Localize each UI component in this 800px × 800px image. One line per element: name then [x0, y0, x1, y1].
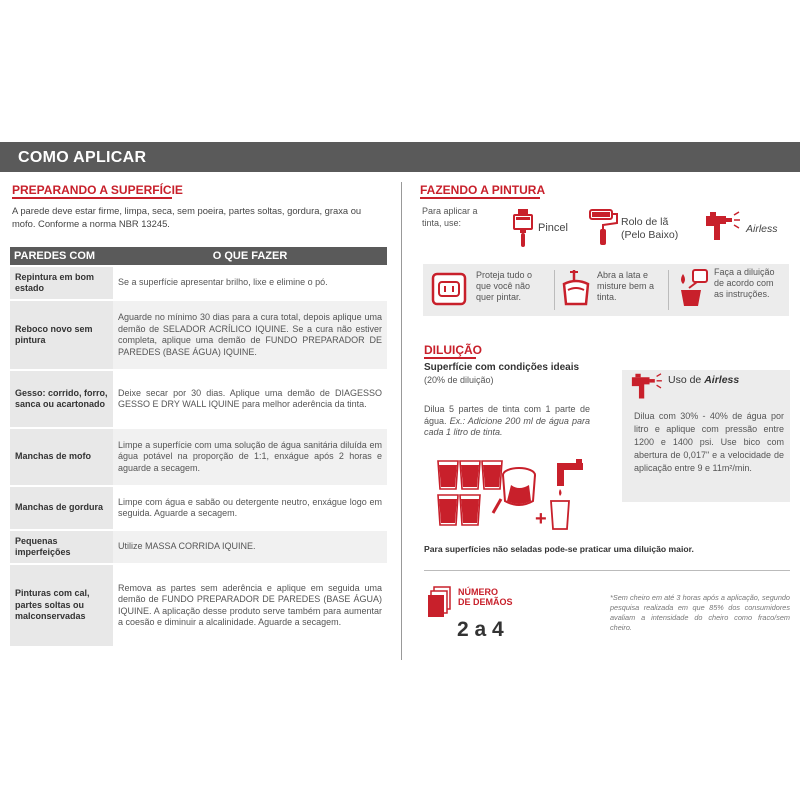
row-wall: Manchas de gordura [10, 486, 113, 530]
coats-label [458, 587, 513, 607]
row-wall: Pinturas com cal, partes soltas ou malconservadas [10, 564, 113, 646]
svg-text:+: + [535, 508, 547, 530]
step-dilute: Faça a diluição de acordo com as instruções. [714, 267, 775, 299]
row-action: Deixe secar por 30 dias. Aplique uma demão de DIAGESSO GESSO E DRY WALL IQUINE para melhor aderência da tinta. [113, 370, 387, 428]
column-header-walls: PAREDES COM [10, 247, 113, 266]
row-action: Se a superfície apresentar brilho, lixe e elimine o pó. [113, 266, 387, 300]
table-row [10, 486, 387, 530]
painting-title-underline [420, 197, 540, 199]
tool-label-airless: Airless [746, 223, 778, 235]
table-row [10, 370, 387, 428]
step-divider [668, 270, 669, 310]
row-wall: Manchas de mofo [10, 428, 113, 486]
dilution-instructions [424, 404, 590, 439]
row-wall: Pequenas imperfeições [10, 530, 113, 564]
table-row [10, 530, 387, 564]
brush-icon [510, 208, 536, 248]
step-protect: Proteja tudo o que você não quer pintar. [476, 270, 533, 302]
cups-illustration [437, 453, 592, 533]
dilution-icon [675, 268, 711, 308]
divider [424, 570, 790, 571]
dilution-title: DILUIÇÃO [424, 343, 482, 357]
row-wall: Gesso: corrido, forro, sanca ou acartonado [10, 370, 113, 428]
coats-icon [426, 586, 452, 620]
banner-title: COMO APLICAR [18, 149, 147, 166]
step-open-can: Abra a lata e misture bem a tinta. [597, 270, 655, 302]
spray-gun-icon [628, 372, 664, 402]
tools-label: Para aplicar a tinta, use: [422, 206, 478, 228]
row-action: Limpe a superfície com uma solução de água sanitária diluída em água potável na proporção de 1:1, enxágue após 2 horas e aguarde a secagem. [113, 428, 387, 486]
column-header-action: O QUE FAZER [113, 247, 387, 266]
table-header [10, 247, 387, 266]
airless-heading [668, 374, 739, 386]
row-wall: Reboco novo sem pintura [10, 300, 113, 370]
dilution-note: Para superfícies não seladas pode-se praticar uma diluição maior. [424, 544, 694, 554]
paint-can-icon [560, 268, 592, 308]
step-divider [554, 270, 555, 310]
surface-table [10, 247, 387, 646]
roller-icon [588, 207, 620, 247]
table-row [10, 564, 387, 646]
dilution-example: Ex.: Adicione 200 ml de água para cada 1 litro de tinta. [424, 415, 590, 437]
row-action: Utilize MASSA CORRIDA IQUINE. [113, 530, 387, 564]
row-action: Remova as partes sem aderência e aplique em seguida uma demão de FUNDO PREPARADOR DE PAREDES (BASE ÁGUA) IQUINE. A aplicação desse produto serve também para aumentar a coesão e diminuir a alcalinidade. Aguarde a secagem. [113, 564, 387, 646]
odor-footnote: *Sem cheiro em até 3 horas após a aplicação, segundo pesquisa realizada em que 85% dos consumidores avaliam a intensidade do cheiro como fraco/sem cheiro. [610, 593, 790, 632]
outlet-icon [431, 272, 467, 306]
column-divider [401, 182, 402, 660]
airless-text: Dilua com 30% - 40% de água por litro e aplique com pressão entre 1200 e 1400 psi. Use bico com abertura de 0,017" e a velocidade de aplicação entre 9 e 11m²/min. [634, 411, 784, 473]
coats-label-line1: NÚMERO [458, 587, 498, 597]
dilution-title-underline [424, 357, 476, 359]
row-action: Aguarde no mínimo 30 dias para a cura total, depois aplique uma demão de SELADOR ACRÍLICO IQUINE. Se a cura não estiver completa, aplique uma demão de FUNDO PREPARADOR DE PAREDES (BASE ÁGUA) IQUINE. [113, 300, 387, 370]
dilution-text: Dilua 5 partes de tinta com 1 parte de água. [424, 404, 590, 426]
dilution-subtitle: Superfície com condições ideais [424, 362, 580, 373]
coats-value: 2 a 4 [457, 618, 504, 641]
row-action: Limpe com água e sabão ou detergente neutro, enxágue logo em seguida. Aguarde a secagem. [113, 486, 387, 530]
coats-label-line2: DE DEMÃOS [458, 597, 513, 607]
table-row [10, 266, 387, 300]
airless-prefix: Uso de [668, 374, 702, 386]
table-row [10, 428, 387, 486]
table-row [10, 300, 387, 370]
surface-title: PREPARANDO A SUPERFÍCIE [12, 183, 183, 197]
spray-gun-icon [702, 210, 742, 246]
surface-title-underline [12, 197, 172, 199]
painting-title: FAZENDO A PINTURA [420, 183, 546, 197]
tool-label-brush: Pincel [538, 222, 568, 234]
airless-name: Airless [704, 374, 740, 386]
surface-intro: A parede deve estar firme, limpa, seca, sem poeira, partes soltas, gordura, graxa ou mofo. Conforme a norma NBR 13245. [12, 205, 362, 229]
row-wall: Repintura em bom estado [10, 266, 113, 300]
dilution-subtitle-note: (20% de diluição) [424, 375, 494, 385]
tool-label-roller: Rolo de lã (Pelo Baixo) [621, 216, 679, 241]
